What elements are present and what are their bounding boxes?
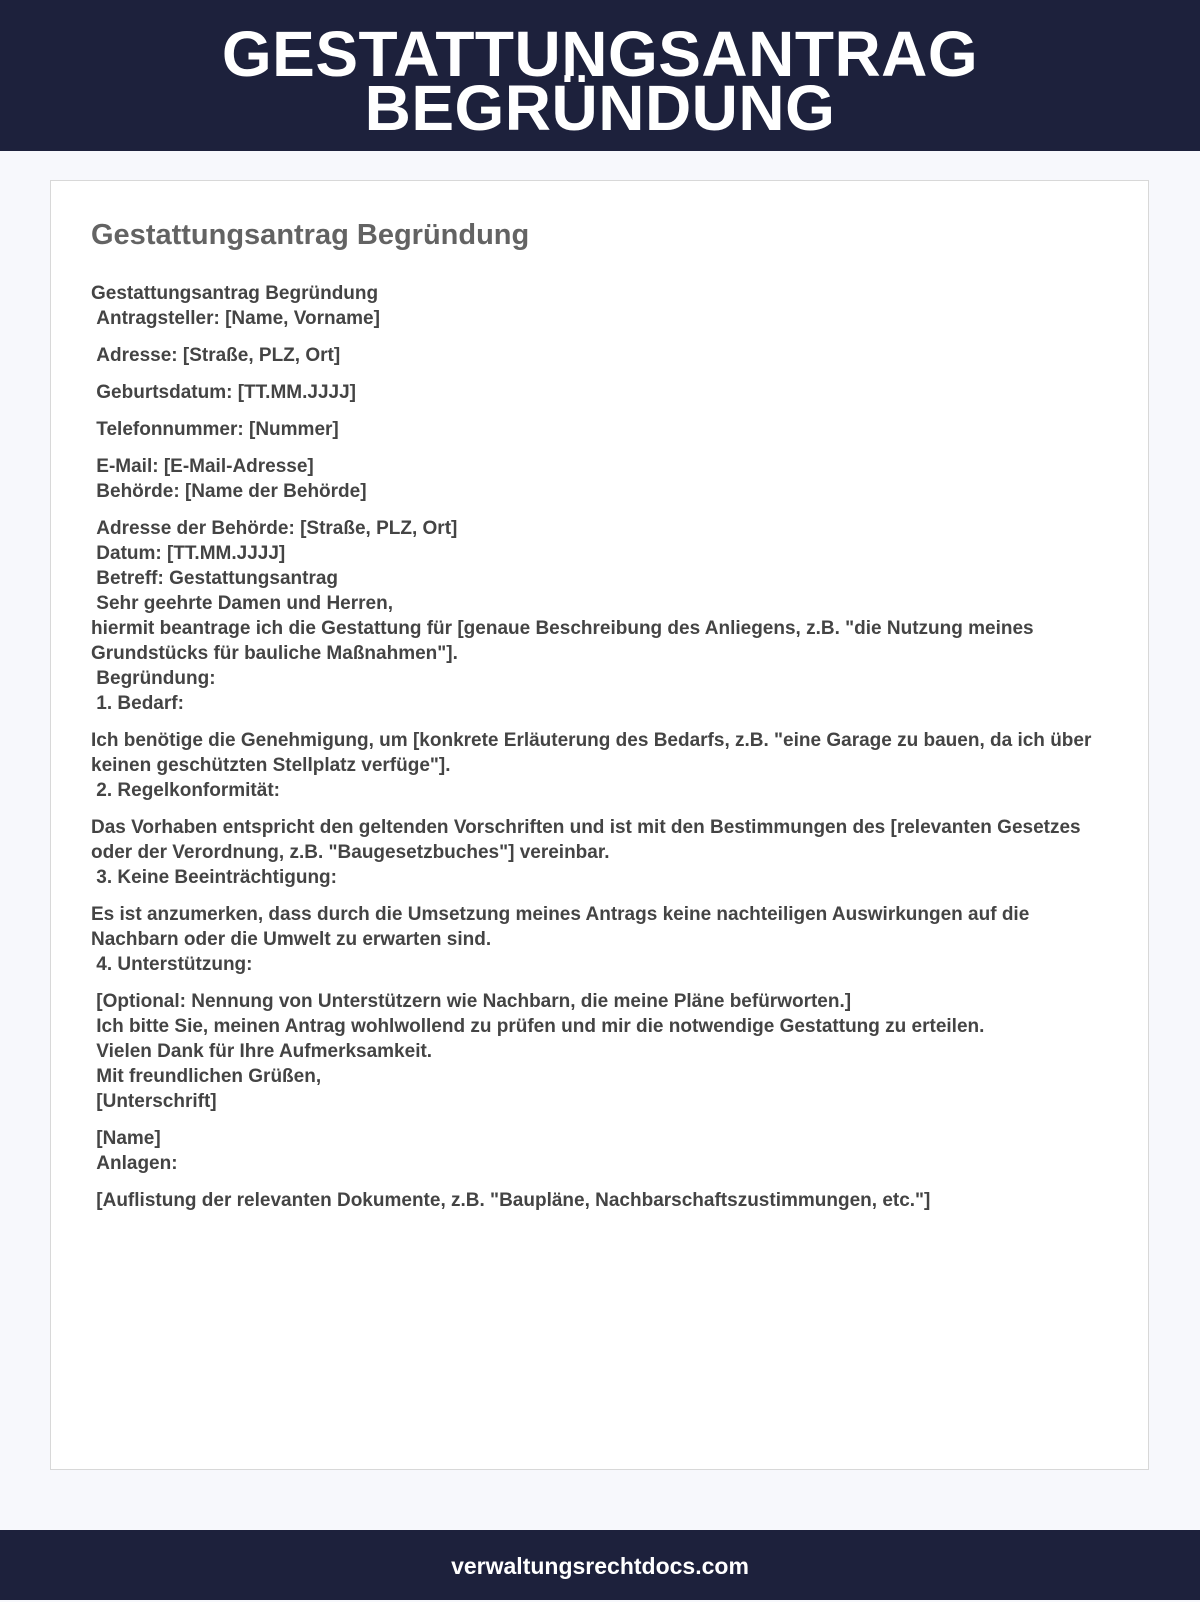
doc-line: Mit freundlichen Grüßen, — [91, 1066, 322, 1087]
document-body — [91, 281, 1111, 1213]
doc-line: Adresse der Behörde: [Straße, PLZ, Ort] — [91, 518, 458, 539]
page-title-line-1: GESTATTUNGSANTRAG — [221, 18, 979, 90]
doc-line: Ich bitte Sie, meinen Antrag wohlwollend zu prüfen und mir die notwendige Gestattung zu erteilen. — [91, 1016, 985, 1037]
doc-line: Geburtsdatum: [TT.MM.JJJJ] — [91, 382, 356, 403]
doc-line: Gestattungsantrag Begründung — [91, 283, 379, 304]
page-footer — [0, 1530, 1200, 1600]
page-title — [0, 0, 1200, 144]
doc-line: Behörde: [Name der Behörde] — [91, 481, 367, 502]
doc-line: Es ist anzumerken, dass durch die Umsetzung meines Antrags keine nachteiligen Auswirkungen auf die Nachbarn oder die Umwelt zu erwarten sind. — [91, 904, 1035, 950]
document-card — [50, 180, 1149, 1470]
doc-line: Das Vorhaben entspricht den geltenden Vorschriften und ist mit den Bestimmungen des [relevanten Gesetzes oder der Verordnung, z.B. "Baugesetzbuches"] vereinbar. — [91, 817, 1086, 863]
doc-line: [Optional: Nennung von Unterstützern wie Nachbarn, die meine Pläne befürworten.] — [91, 991, 852, 1012]
doc-line: E-Mail: [E-Mail-Adresse] — [91, 456, 314, 477]
doc-line: [Name] — [91, 1128, 161, 1149]
doc-line: [Unterschrift] — [91, 1091, 217, 1112]
page-title-line-2: BEGRÜNDUNG — [364, 72, 836, 144]
doc-line: Anlagen: — [91, 1153, 178, 1174]
footer-site-link[interactable]: verwaltungsrechtdocs.com — [451, 1553, 749, 1579]
page-header — [0, 0, 1200, 151]
doc-line: Adresse: [Straße, PLZ, Ort] — [91, 345, 341, 366]
doc-line: Ich benötige die Genehmigung, um [konkrete Erläuterung des Bedarfs, z.B. "eine Garage zu bauen, da ich über keinen geschützten Stellplatz verfüge"]. — [91, 730, 1097, 776]
doc-line: Datum: [TT.MM.JJJJ] — [91, 543, 286, 564]
doc-line: Antragsteller: [Name, Vorname] — [91, 308, 380, 329]
document-heading: Gestattungsantrag Begründung — [91, 219, 530, 251]
doc-line: Betreff: Gestattungsantrag — [91, 568, 339, 589]
doc-line: 4. Unterstützung: — [91, 954, 253, 975]
doc-line: Begründung: — [91, 668, 216, 689]
doc-line: 2. Regelkonformität: — [91, 780, 280, 801]
doc-line: 1. Bedarf: — [91, 693, 184, 714]
doc-line: Sehr geehrte Damen und Herren, — [91, 593, 393, 614]
doc-line: Vielen Dank für Ihre Aufmerksamkeit. — [91, 1041, 433, 1062]
doc-line: 3. Keine Beeinträchtigung: — [91, 867, 337, 888]
doc-line: [Auflistung der relevanten Dokumente, z.B. "Baupläne, Nachbarschaftszustimmungen, etc."] — [91, 1190, 931, 1211]
doc-line: Telefonnummer: [Nummer] — [91, 419, 339, 440]
doc-line: hiermit beantrage ich die Gestattung für [genaue Beschreibung des Anliegens, z.B. "die Nutzung meines Grundstücks für bauliche Maßnahmen"]. — [91, 618, 1039, 664]
